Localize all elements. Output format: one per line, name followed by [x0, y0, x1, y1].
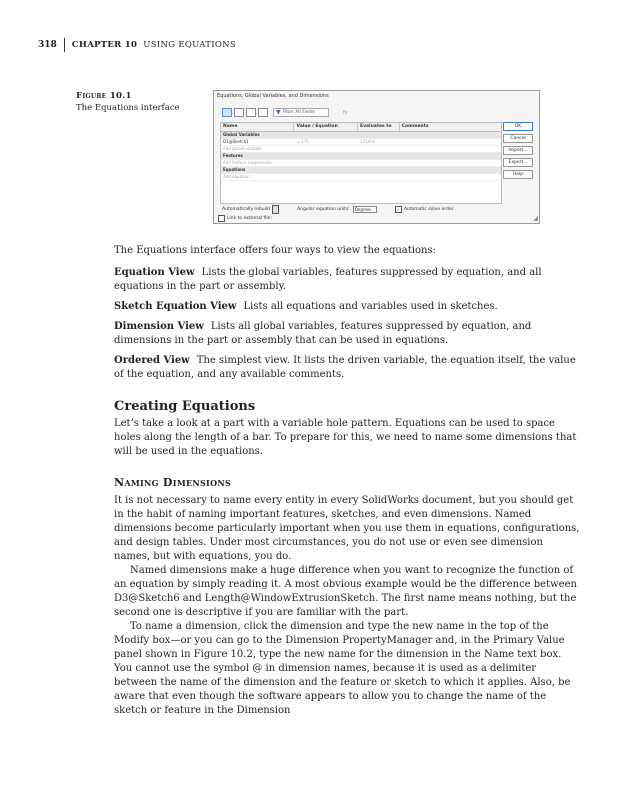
row-eval [358, 167, 400, 173]
row-eval [358, 132, 400, 138]
grid-row[interactable] [221, 132, 501, 139]
rebuild-icon[interactable] [272, 205, 279, 214]
row-name: Global Variables [223, 132, 260, 137]
row-eval [358, 174, 400, 180]
import-button[interactable]: Import... [503, 146, 533, 155]
row-comment [400, 146, 501, 152]
filter-placeholder: Filter All Fields [282, 110, 315, 115]
row-comment[interactable] [400, 139, 501, 145]
chapter-label: CHAPTER 10 [71, 40, 138, 50]
filter-icon: ▼ [276, 109, 281, 116]
grid-row[interactable] [221, 160, 501, 167]
row-value [294, 174, 358, 180]
row-name: Add feature suppression [223, 160, 272, 165]
col-evaluates: Evaluates to [358, 123, 400, 131]
row-value [294, 167, 358, 173]
view-desc: Lists all global variables, features suppressed by equation, and dimensions in the part or assembly that can be used in equations. [114, 321, 532, 346]
grid-row[interactable] [221, 174, 501, 181]
auto-rebuild[interactable] [222, 205, 279, 214]
help-button[interactable]: Help [503, 170, 533, 179]
equations-dialog [213, 90, 540, 224]
view-item [114, 354, 582, 382]
head-divider [64, 38, 65, 52]
row-value [294, 160, 358, 166]
angular-units-select[interactable]: Degrees [353, 206, 377, 213]
row-comment [400, 160, 501, 166]
auto-solve-order[interactable] [395, 206, 454, 213]
row-name: Add global variable [223, 146, 262, 151]
row-comment [400, 153, 501, 159]
view-term: Equation View [114, 267, 195, 278]
view-desc: Lists the global variables, features suppressed by equation, and all equations in the part or assembly. [114, 267, 542, 292]
figure-caption-text: The Equations interface [76, 103, 180, 113]
dialog-toolbar [222, 108, 348, 117]
grid-row[interactable] [221, 146, 501, 153]
view-item [114, 320, 582, 348]
equation-view-icon[interactable] [222, 108, 232, 117]
col-value: Value / Equation [294, 123, 358, 131]
view-item [114, 266, 582, 294]
angular-units-label: Angular equation units: [297, 207, 350, 212]
dialog-buttons [503, 122, 533, 179]
row-eval [358, 146, 400, 152]
col-name: Name [221, 123, 294, 131]
sketch-equation-view-icon[interactable] [234, 108, 244, 117]
figure-caption [76, 90, 206, 114]
filter-input[interactable] [273, 108, 329, 117]
resize-grip-icon[interactable]: ◢ [533, 215, 538, 222]
subsection-heading: Naming Dimensions [114, 476, 232, 489]
row-value [294, 132, 358, 138]
auto-solve-label: Automatic solve order [403, 207, 454, 212]
row-eval [358, 160, 400, 166]
external-files[interactable] [218, 215, 272, 222]
section-paragraph: It is not necessary to name every entity in every SolidWorks document, but you should get in the habit of naming important features, sketches, and even dimensions. Named dimensions become particularly important when you use them in equations, configurations, and design tables. Under most circumstances, you do not use or even see dimension names, but with equations, you do. [114, 495, 580, 562]
grid-header [221, 123, 501, 132]
figure-label: Figure 10.1 [76, 91, 132, 101]
fx-icon: fx [343, 109, 348, 116]
ordered-view-icon[interactable] [258, 108, 268, 117]
grid-row[interactable] [221, 167, 501, 174]
row-comment [400, 174, 501, 180]
view-term: Sketch Equation View [114, 301, 237, 312]
row-name: D1@Sketch1 [223, 139, 249, 144]
grid-row[interactable] [221, 139, 501, 146]
section-paragraph: Let’s take a look at a part with a variable hole pattern. Equations can be used to space holes along the length of a bar. To prepare for this, we need to name some dimensions that will be used in the equations. [114, 418, 577, 457]
view-item [114, 300, 582, 314]
auto-rebuild-label: Automatically rebuild [222, 207, 271, 212]
row-eval [358, 153, 400, 159]
running-head [38, 38, 236, 52]
row-value [294, 146, 358, 152]
view-term: Ordered View [114, 355, 190, 366]
chapter-title: USING EQUATIONS [143, 40, 237, 50]
row-name: Features [223, 153, 243, 158]
external-files-checkbox[interactable] [218, 215, 225, 222]
row-eval: 175mm [360, 139, 376, 144]
views-section [114, 244, 582, 382]
auto-solve-checkbox[interactable]: ✓ [396, 207, 400, 212]
external-files-label: Link to external file: [227, 216, 272, 221]
naming-dimensions-section [114, 476, 582, 718]
row-name: Equations [223, 167, 246, 172]
angular-units [297, 206, 377, 213]
section-paragraph: To name a dimension, click the dimension and type the new name in the top of the Modify box—or you can go to the Dimension PropertyManager and, in the Primary Value panel shown in Figure 10.2, type the new name for the dimension in the Name text box. You cannot use the symbol @ in dimension names, because it is used as a delimiter between the name of the dimension and the feature or sketch to which it applies. Also, be aware that even though the software appears to allow you to change the name of the sketch or feature in the Dimension [114, 621, 571, 716]
equations-grid [220, 122, 502, 204]
row-value[interactable]: = 175 [296, 139, 309, 144]
export-button[interactable]: Export... [503, 158, 533, 167]
intro-paragraph: The Equations interface offers four ways to view the equations: [114, 245, 436, 256]
section-heading: Creating Equations [114, 399, 256, 414]
grid-row[interactable] [221, 153, 501, 160]
creating-equations-section [114, 400, 582, 459]
view-desc: The simplest view. It lists the driven variable, the equation itself, the value of the equation, and any available comments. [114, 355, 576, 380]
section-paragraph: Named dimensions make a huge difference when you want to recognize the function of an equation by simply reading it. A most obvious example would be the difference between D3@Sketch6 and Length@WindowExtrusionSketch. The first name means nothing, but the second one is descriptive if you are familiar with the part. [114, 565, 577, 618]
row-value [294, 153, 358, 159]
dialog-options [222, 205, 454, 214]
page-number: 318 [38, 40, 57, 50]
dimension-view-icon[interactable] [246, 108, 256, 117]
dialog-title: Equations, Global Variables, and Dimensions [217, 93, 329, 99]
col-comments: Comments [401, 124, 429, 129]
ok-button[interactable]: OK [503, 122, 533, 131]
cancel-button[interactable]: Cancel [503, 134, 533, 143]
row-comment [400, 132, 501, 138]
row-comment [400, 167, 501, 173]
view-desc: Lists all equations and variables used in sketches. [243, 301, 498, 312]
row-name: Add equation [223, 174, 250, 179]
view-term: Dimension View [114, 321, 204, 332]
